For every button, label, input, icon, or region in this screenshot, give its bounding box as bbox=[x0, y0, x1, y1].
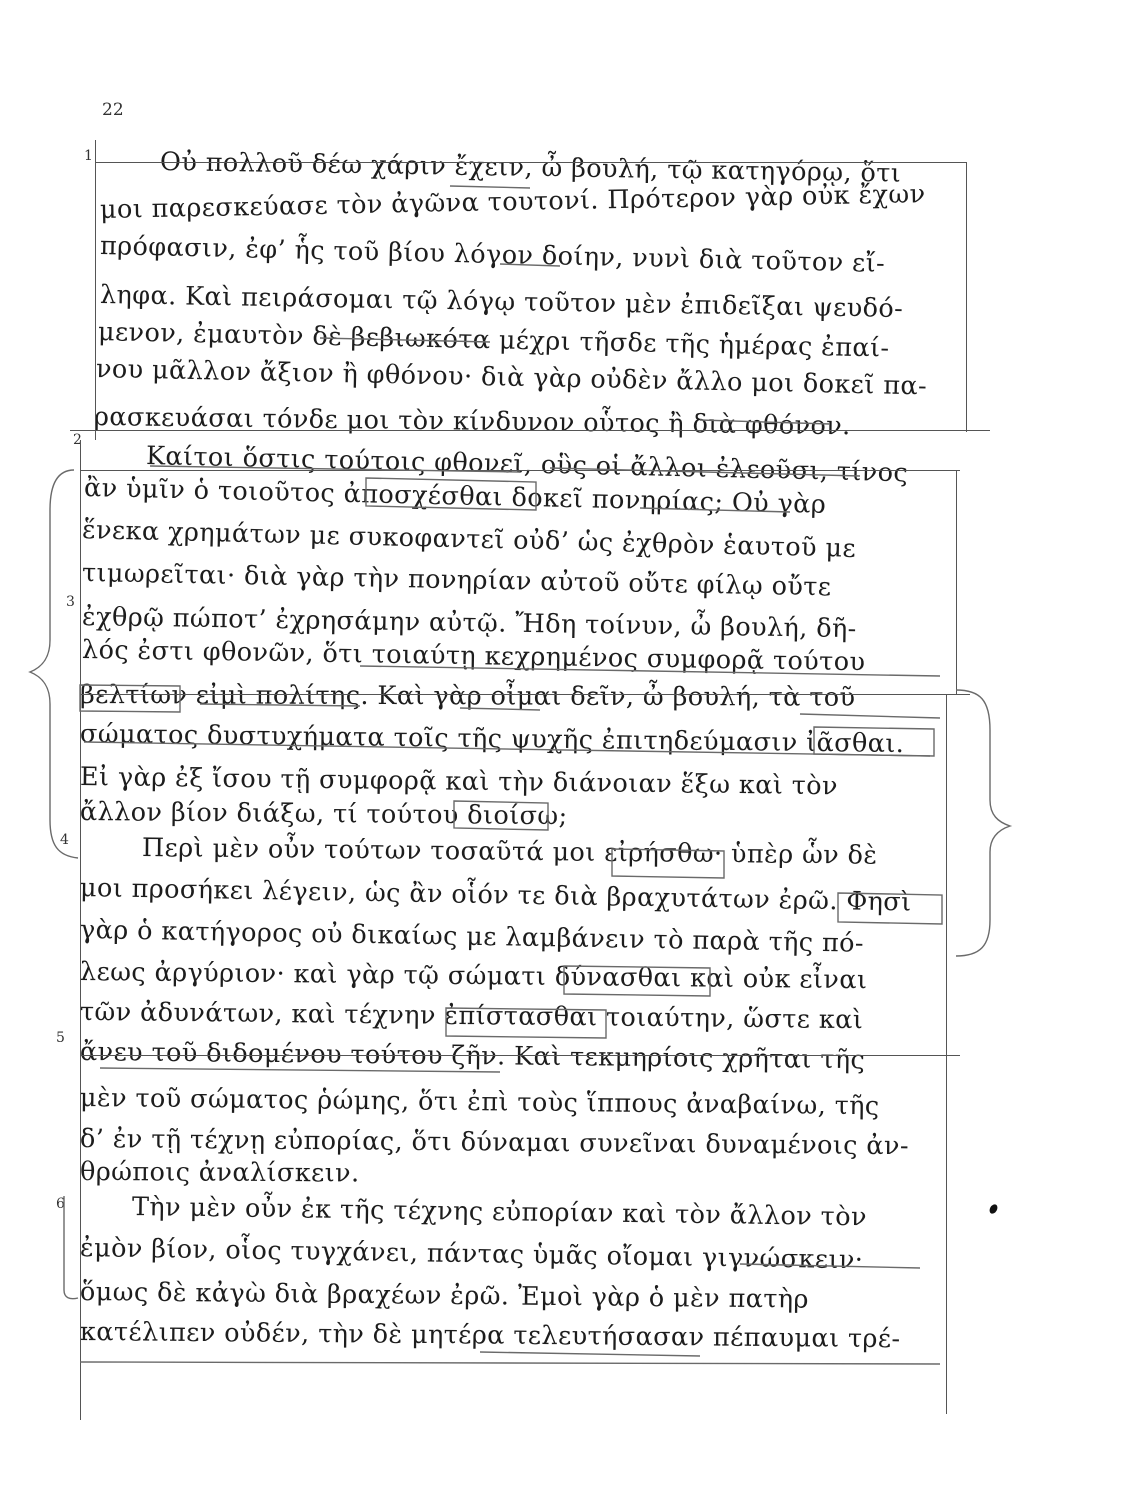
text-line: θρώποις ἀναλίσκειν. bbox=[79, 1157, 360, 1189]
text-line: Εἰ γὰρ ἐξ ἴσου τῇ συμφορᾷ καὶ τὴν διάνοιαν ἕξω καὶ τὸν bbox=[79, 762, 839, 802]
text-line: τῶν ἀδυνάτων, καὶ τέχνην ἐπίστασθαι τοιαύτην, ὥστε καὶ bbox=[79, 997, 864, 1036]
text-line: τιμωρεῖται· διὰ γὰρ τὴν πονηρίαν αὐτοῦ οὔτε φίλῳ οὔτε bbox=[81, 558, 832, 603]
underline-mark bbox=[480, 1352, 700, 1356]
margin-hook bbox=[64, 1196, 78, 1299]
brace-right bbox=[956, 690, 1010, 956]
frame-rule bbox=[80, 1055, 960, 1056]
text-line: μοι προσήκει λέγειν, ὡς ἂν οἷόν τε διὰ βραχυτάτων ἐρῶ. Φησὶ bbox=[79, 873, 912, 918]
frame-rule bbox=[80, 694, 970, 695]
text-line: μοι παρεσκεύασε τὸν ἀγῶνα τουτονί. Πρότερον γὰρ οὐκ ἔχων bbox=[99, 179, 926, 225]
text-line: Τὴν μὲν οὖν ἐκ τῆς τέχνης εὐπορίαν καὶ τὸν ἄλλον τὸν bbox=[131, 1192, 868, 1233]
text-line: λός ἐστι φθονῶν, ὅτι τοιαύτῃ κεχρημένος συμφορᾷ τούτου bbox=[81, 635, 866, 678]
frame-rule bbox=[96, 162, 966, 163]
brace-left bbox=[30, 470, 78, 858]
section-number: 4 bbox=[60, 832, 69, 848]
stray-pencil-dot bbox=[988, 1203, 999, 1215]
frame-rule bbox=[946, 694, 947, 1414]
text-line: σώματος δυστυχήματα τοῖς τῆς ψυχῆς ἐπιτηδεύμασιν ἰᾶσθαι. bbox=[79, 719, 905, 760]
frame-rule bbox=[70, 430, 990, 431]
frame-rule bbox=[80, 470, 960, 471]
page-number: 22 bbox=[102, 100, 124, 120]
text-line: ἄλλον βίον διάξω, τί τούτου διοίσω; bbox=[79, 797, 568, 832]
text-line: ληφα. Καὶ πειράσομαι τῷ λόγῳ τοῦτον μὲν ἐπιδεῖξαι ψευδό- bbox=[99, 280, 904, 325]
text-line: Οὐ πολλοῦ δέω χάριν ἔχειν, ὦ βουλή, τῷ κατηγόρῳ, ὅτι bbox=[159, 147, 902, 189]
text-line: ἐμὸν βίον, οἷος τυγχάνει, πάντας ὑμᾶς οἴομαι γιγνώσκειν· bbox=[79, 1233, 864, 1276]
frame-rule bbox=[956, 470, 957, 695]
text-line: βελτίων εἰμὶ πολίτης. Καὶ γὰρ οἶμαι δεῖν, ὦ βουλή, τὰ τοῦ bbox=[79, 680, 856, 713]
text-line: ρασκευάσαι τόνδε μοι τὸν κίνδυνον οὗτος ἢ διὰ φθόνον. bbox=[93, 402, 851, 442]
section-number: 3 bbox=[66, 594, 75, 610]
frame-rule bbox=[966, 162, 967, 432]
text-line: μενον, ἐμαυτὸν δὲ βεβιωκότα μέχρι τῆσδε τῆς ἡμέρας ἐπαί- bbox=[97, 317, 890, 364]
underline-mark bbox=[800, 714, 940, 718]
text-line: λεως ἀργύριον· καὶ γὰρ τῷ σώματι δύνασθαι καὶ οὐκ εἶναι bbox=[79, 957, 868, 996]
frame-rule bbox=[95, 140, 96, 440]
text-line: ὅμως δὲ κἀγὼ διὰ βραχέων ἐρῶ. Ἐμοὶ γὰρ ὁ μὲν πατὴρ bbox=[79, 1277, 810, 1315]
text-line: ἐχθρῷ πώποτ’ ἐχρησάμην αὐτῷ. Ἤδη τοίνυν, ὦ βουλή, δῆ- bbox=[81, 602, 857, 645]
section-number: 5 bbox=[56, 1030, 65, 1046]
text-line: κατέλιπεν οὐδέν, τὴν δὲ μητέρα τελευτήσασαν πέπαυμαι τρέ- bbox=[79, 1317, 901, 1355]
text-line: ἄνευ τοῦ διδομένου τούτου ζῆν. Καὶ τεκμηρίοις χρῆται τῆς bbox=[79, 1037, 866, 1076]
frame-rule bbox=[80, 440, 81, 1420]
text-line: ἕνεκα χρημάτων με συκοφαντεῖ οὐδ’ ὡς ἐχθρὸν ἑαυτοῦ με bbox=[81, 515, 857, 564]
text-line: Καίτοι ὅστις τούτοις φθονεῖ, οὓς οἱ ἄλλοι ἐλεοῦσι, τίνος bbox=[145, 441, 909, 489]
text-line: μὲν τοῦ σώματος ῥώμης, ὅτι ἐπὶ τοὺς ἵππους ἀναβαίνω, τῆς bbox=[79, 1083, 880, 1122]
underline-mark bbox=[80, 1362, 940, 1364]
section-number: 1 bbox=[84, 148, 93, 164]
text-line: νου μᾶλλον ἄξιον ἢ φθόνου· διὰ γὰρ οὐδὲν ἄλλο μοι δοκεῖ πα- bbox=[95, 354, 928, 402]
text-line: δ’ ἐν τῇ τέχνῃ εὐπορίας, ὅτι δύναμαι συνεῖναι δυναμένοις ἀν- bbox=[79, 1124, 910, 1162]
text-line: πρόφασιν, ἐφ’ ἧς τοῦ βίου λόγον δοίην, νυνὶ διὰ τοῦτον εἴ- bbox=[99, 231, 886, 279]
section-number: 6 bbox=[56, 1196, 65, 1212]
text-line: Περὶ μὲν οὖν τούτων τοσαῦτά μοι εἰρήσθω· ὑπὲρ ὧν δὲ bbox=[141, 833, 878, 871]
text-line: ἂν ὑμῖν ὁ τοιοῦτος ἀποσχέσθαι δοκεῖ πονηρίας; Οὐ γὰρ bbox=[83, 473, 827, 520]
text-line: γὰρ ὁ κατήγορος οὐ δικαίως με λαμβάνειν τὸ παρὰ τῆς πό- bbox=[79, 915, 865, 959]
section-number: 2 bbox=[73, 432, 82, 448]
